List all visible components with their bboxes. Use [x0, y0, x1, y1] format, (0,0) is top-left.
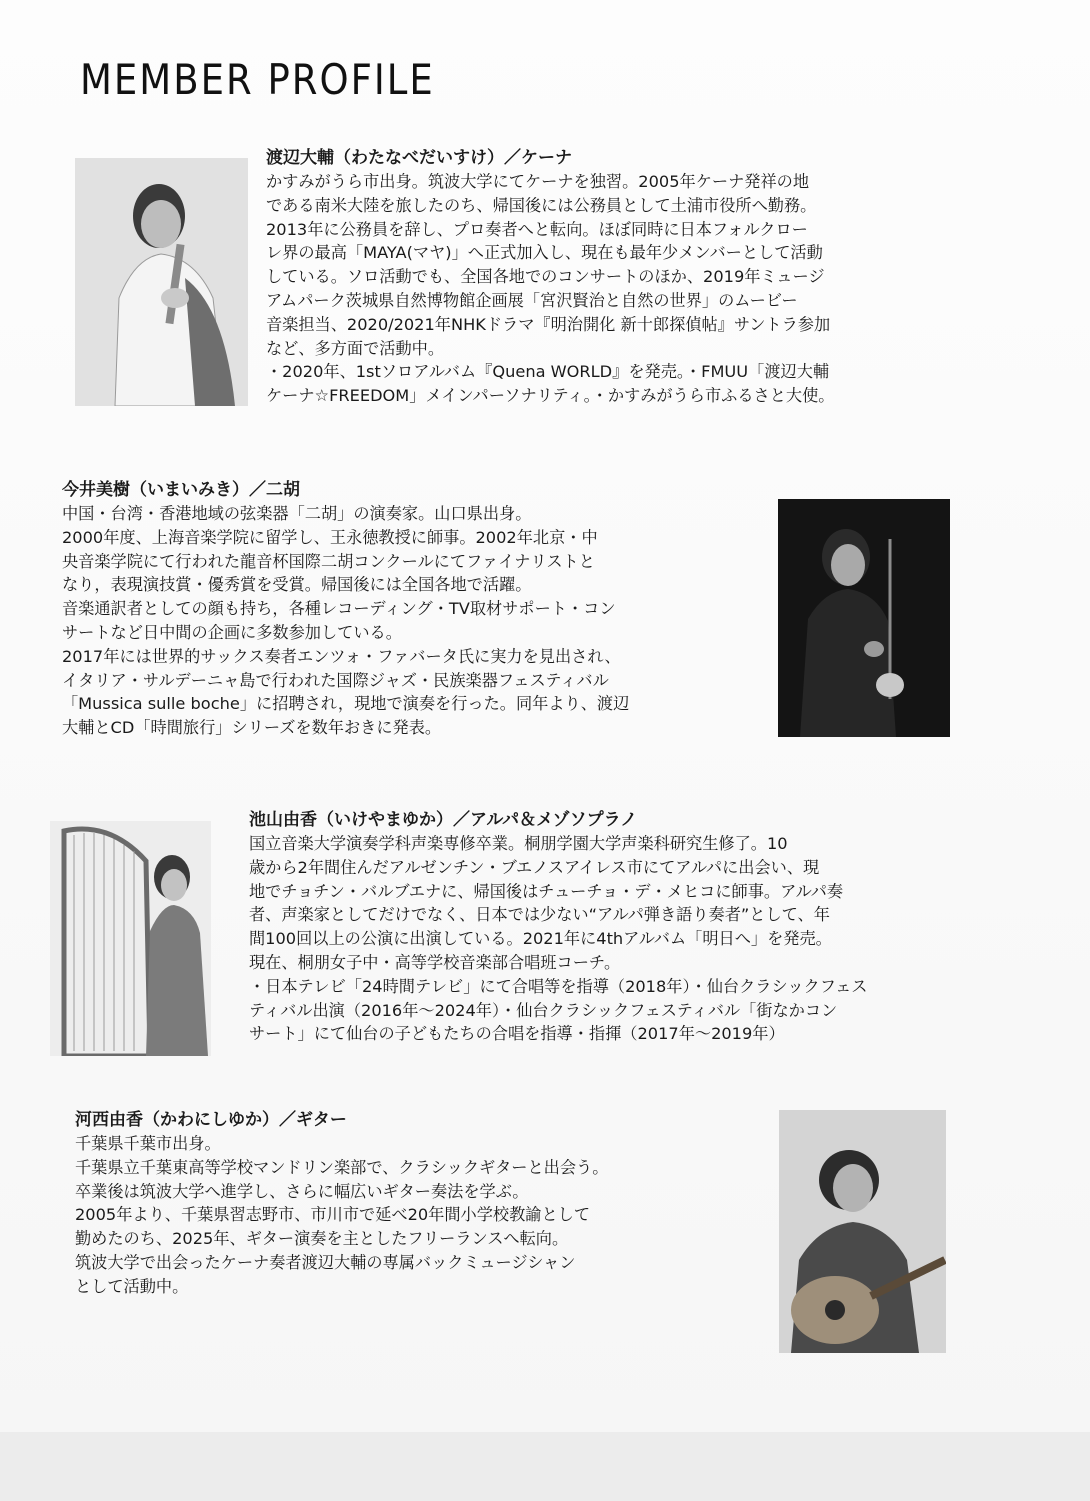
bio-line: 音楽担当、2020/2021年NHKドラマ『明治開化 新十郎探偵帖』サントラ参加	[266, 314, 831, 334]
bio-line: サートなど日中間の企画に多数参加している。	[62, 622, 402, 642]
bio-line: 地でチョチン・バルブエナに、帰国後はチューチョ・デ・メヒコに師事。アルパ奏	[249, 881, 844, 901]
bio-line: 間100回以上の公演に出演している。2021年に4thアルバム「明日へ」を発売。	[249, 929, 832, 949]
bio-line: 卒業後は筑波大学へ進学し、さらに幅広いギター奏法を学ぶ。	[75, 1181, 529, 1201]
bio-line: 2013年に公務員を辞し、プロ奏者へと転向。ほぼ同時に日本フォルクロー	[266, 219, 808, 239]
bio-line: レ界の最高「MAYA(マヤ)」へ正式加入し、現在も最年少メンバーとして活動	[266, 243, 823, 263]
bio-line: 2000年度、上海音楽学院に留学し、王永徳教授に師事。2002年北京・中	[62, 527, 598, 547]
footer-band	[0, 1432, 1090, 1501]
photo-watanabe	[75, 158, 248, 406]
photo-ikeyama	[50, 821, 211, 1056]
member-name: 河西由香（かわにしゆか）／ギター	[75, 1110, 347, 1130]
member-name: 池山由香（いけやまゆか）／アルパ＆メゾソプラノ	[249, 810, 638, 830]
bio-line: ケーナ☆FREEDOM」メインパーソナリティ。・かすみがうら市ふるさと大使。	[266, 386, 835, 406]
bio-line: 2017年には世界的サックス奏者エンツォ・ファバータ氏に実力を見出され、	[62, 646, 621, 666]
bio-line: である南米大陸を旅したのち、帰国後には公務員として土浦市役所へ勤務。	[266, 195, 817, 215]
profile-watanabe	[266, 146, 986, 408]
bio-line: 者、声楽家としてだけでなく、日本では少ない“アルパ弾き語り奏者”として、年	[249, 905, 830, 925]
bio-line: 中国・台湾・香港地域の弦楽器「二胡」の演奏家。山口県出身。	[62, 504, 532, 523]
bio-line: ・2020年、1stソロアルバム『Quena WORLD』を発売。・FMUU「渡辺大輔	[266, 362, 830, 382]
profile-imai	[62, 478, 762, 740]
bio-line: かすみがうら市出身。筑波大学にてケーナを独習。2005年ケーナ発祥の地	[266, 172, 810, 191]
bio-line: 勤めたのち、2025年、ギター演奏を主としたフリーランスへ転向。	[75, 1229, 569, 1249]
bio-line: なり，表現演技賞・優秀賞を受賞。帰国後には全国各地で活躍。	[62, 575, 532, 595]
page-title: MEMBER PROFILE	[80, 56, 435, 105]
bio-line: ティバル出演（2016年～2024年）・仙台クラシックフェスティバル「街なかコン	[249, 1000, 838, 1020]
member-name: 今井美樹（いまいみき）／二胡	[62, 480, 300, 500]
bio-line: サート」にて仙台の子どもたちの合唱を指導・指揮（2017年～2019年）	[249, 1024, 785, 1044]
bio-line: 音楽通訳者としての顔も持ち，各種レコーディング・TV取材サポート・コン	[62, 599, 616, 619]
bio-line: 現在、桐朋女子中・高等学校音楽部合唱班コーチ。	[249, 952, 621, 972]
bio-line: アムパーク茨城県自然博物館企画展「宮沢賢治と自然の世界」のムービー	[266, 290, 798, 310]
bio-line: など、多方面で活動中。	[266, 338, 445, 358]
bio-line: 央音楽学院にて行われた龍音杯国際二胡コンクールにてファイナリストと	[62, 551, 595, 571]
bio-line: 「Mussica sulle boche」に招聘され，現地で演奏を行った。同年より、渡辺	[62, 694, 630, 714]
bio-line: している。ソロ活動でも、全国各地でのコンサートのほか、2019年ミュージ	[266, 267, 825, 287]
bio-line: として活動中。	[75, 1276, 189, 1296]
photo-kawanishi	[779, 1110, 946, 1353]
bio-line: 千葉県千葉市出身。	[75, 1134, 221, 1153]
profile-ikeyama	[249, 808, 989, 1046]
bio-line: 2005年より、千葉県習志野市、市川市で延べ20年間小学校教諭として	[75, 1205, 591, 1225]
bio-line: イタリア・サルデーニャ島で行われた国際ジャズ・民族楽器フェスティバル	[62, 670, 609, 690]
bio-line: 筑波大学で出会ったケーナ奏者渡辺大輔の専属バックミュージシャン	[75, 1252, 576, 1272]
bio-line: 歳から2年間住んだアルゼンチン・ブエノスアイレス市にてアルパに出会い、現	[249, 857, 820, 877]
member-name: 渡辺大輔（わたなべだいすけ）／ケーナ	[266, 148, 572, 168]
bio-line: ・日本テレビ「24時間テレビ」にて合唱等を指導（2018年）・仙台クラシックフェス	[249, 976, 868, 996]
bio-line: 大輔とCD「時間旅行」シリーズを数年おきに発表。	[62, 718, 442, 738]
bio-line: 千葉県立千葉東高等学校マンドリン楽部で、クラシックギターと出会う。	[75, 1157, 609, 1177]
photo-imai	[778, 499, 950, 737]
bio-line: 国立音楽大学演奏学科声楽専修卒業。桐朋学園大学声楽科研究生修了。10	[249, 834, 788, 853]
profile-kawanishi	[75, 1108, 765, 1299]
